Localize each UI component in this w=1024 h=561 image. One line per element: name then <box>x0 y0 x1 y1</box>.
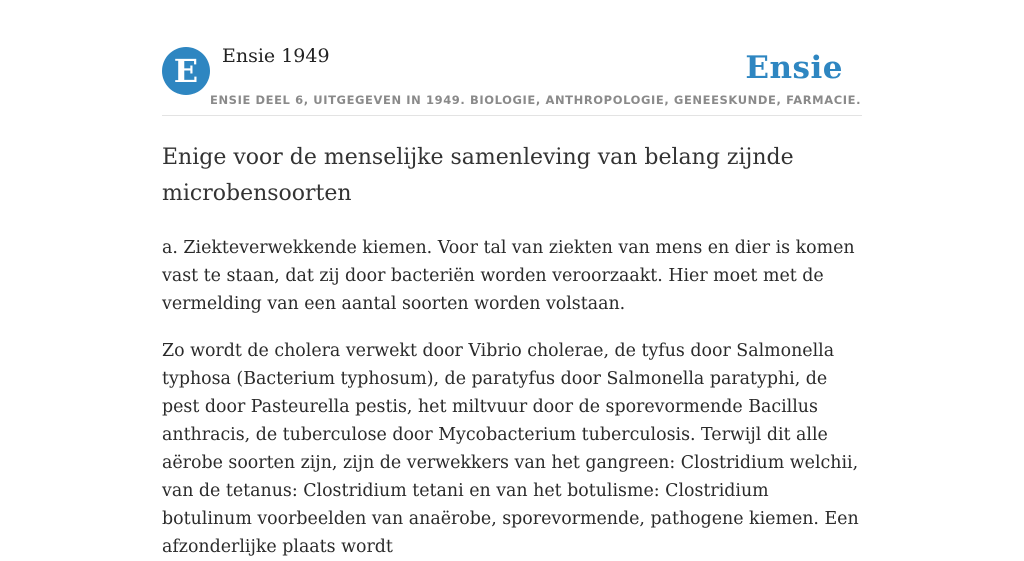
brand-logo[interactable]: Ensie <box>745 50 843 86</box>
article-title: Enige voor de menselijke samenleving van belang zijnde microbensoorten <box>162 145 794 206</box>
article-paragraph: Zo wordt de cholera verwekt door Vibrio cholerae, de tyfus door Salmonella typhosa (Bacterium typhosum), de paratyfus door Salmonella paratyphi, de pest door Pasteurella pestis, het miltvuur door de sporevormende Bacillus anthracis, de tuberculose door Mycobacterium tuberculosis. Terwijl dit alle aërobe soorten zijn, zijn de verwekkers van het gangreen: Clostridium welchii, van de tetanus: Clostridium tetani en van het botulisme: Clostridium botulinum voorbeelden van anaërobe, sporevormende, pathogene kiemen. Een afzonderlijke plaats wordt <box>162 341 859 557</box>
source-subtitle: ENSIE DEEL 6, UITGEGEVEN IN 1949. BIOLOGIE, ANTHROPOLOGIE, GENEESKUNDE, FARMACIE. <box>210 93 862 107</box>
source-title-link[interactable]: Ensie 1949 <box>222 45 330 67</box>
ensie-logo-icon[interactable]: E <box>162 47 210 95</box>
source-header <box>162 0 862 116</box>
article-paragraph: a. Ziekteverwekkende kiemen. Voor tal van ziekten van mens en dier is komen vast te staan, dat zij door bacteriën worden veroorzaakt. Hier moet met de vermelding van een aantal soorten worden volstaan. <box>162 238 855 314</box>
article-page <box>162 0 862 561</box>
